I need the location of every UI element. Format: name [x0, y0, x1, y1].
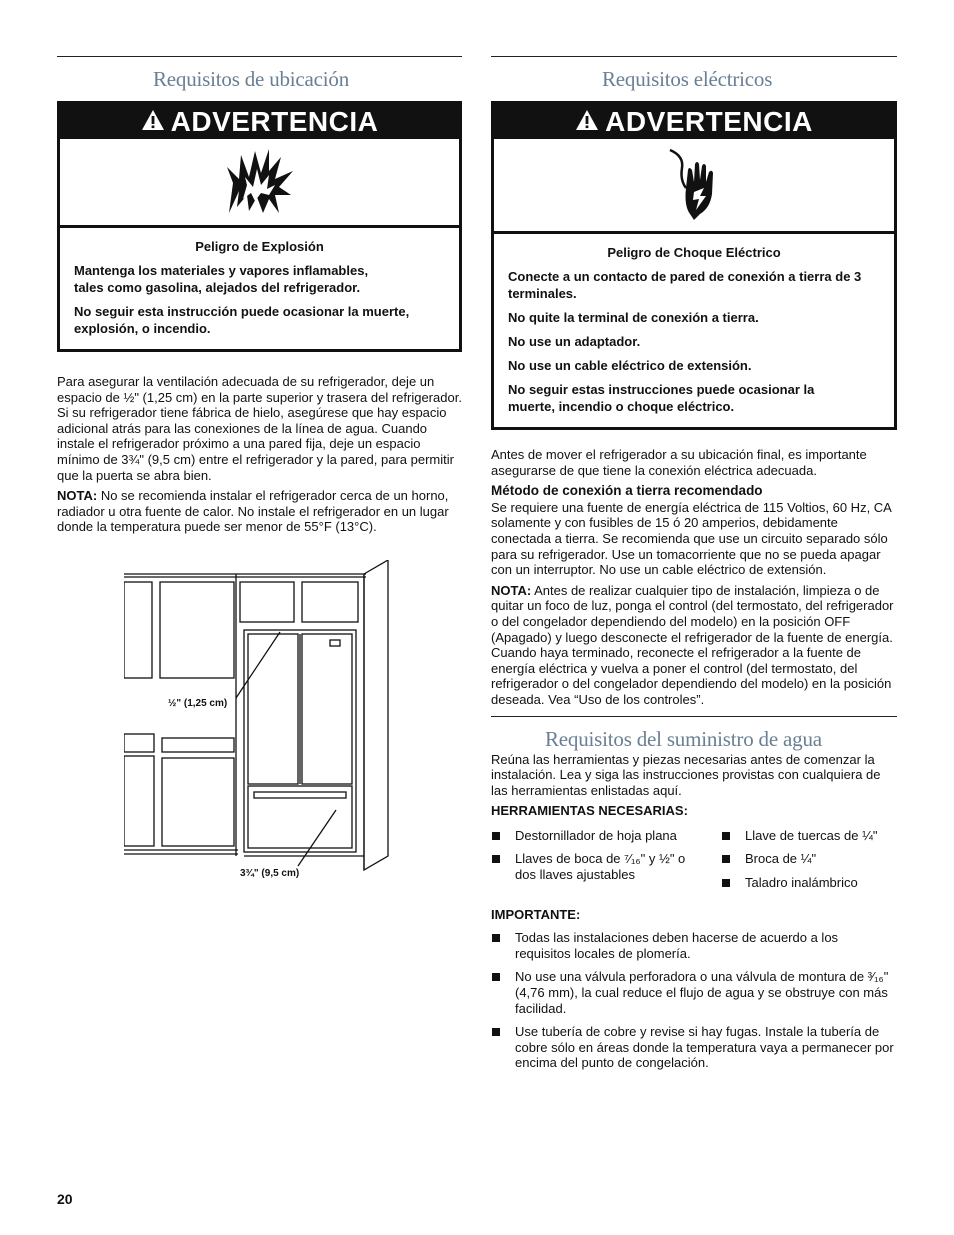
warning-body: [60, 228, 459, 349]
warning-title: Peligro de Choque Eléctrico: [607, 245, 781, 260]
location-text: [57, 374, 462, 535]
warning-header: [60, 104, 459, 139]
note-label: NOTA:: [57, 488, 98, 504]
tool-item: Llave de tuercas de ¼": [721, 828, 897, 844]
page-number: 20: [57, 1191, 73, 1207]
explosion-icon: [60, 139, 459, 228]
electrical-note: [491, 583, 897, 708]
important-heading: IMPORTANTE:: [491, 906, 581, 922]
warning-line: No seguir estas instrucciones puede ocasionar la muerte, incendio o choque eléctrico.: [508, 382, 815, 414]
warning-line: No seguir esta instrucción puede ocasionar la muerte, explosión, o incendio.: [74, 304, 410, 336]
warning-triangle-icon: [141, 104, 165, 139]
grounding-method-text: Se requiere una fuente de energía eléctrica de 115 Voltios, 60 Hz, CA solamente y con fusibles de 15 ó 20 amperios, debidamente conectada a tierra. Se recomienda que use un circuito separado sólo para su refrigerador. Use un tomacorriente que no se pueda apagar con un interruptor. No use un cable eléctrico de extensión.: [491, 499, 892, 578]
warning-line: No use un cable eléctrico de extensión.: [508, 358, 752, 373]
section-heading-location: Requisitos de ubicación: [153, 67, 350, 91]
clearance-label-top: ½" (1,25 cm): [168, 698, 228, 709]
warning-title: Peligro de Explosión: [195, 239, 324, 254]
section-heading-water: Requisitos del suministro de agua: [545, 726, 822, 751]
tools-column-2: [721, 828, 897, 899]
warning-line: Mantenga los materiales y vapores inflamables, tales como gasolina, alejados del refrigerador.: [74, 263, 369, 295]
section-divider: [491, 56, 897, 57]
tools-heading: HERRAMIENTAS NECESARIAS:: [491, 803, 688, 819]
location-note: [57, 488, 462, 535]
clearance-label-side: 3¾" (9,5 cm): [240, 868, 300, 879]
warning-header: [494, 104, 894, 139]
refrigerator-clearance-diagram: [124, 560, 394, 883]
section-heading-electrical: Requisitos eléctricos: [602, 67, 773, 91]
tools-column-1: [491, 828, 721, 899]
tool-item: Taladro inalámbrico: [721, 875, 897, 891]
warning-body: [494, 234, 894, 427]
note-text: Antes de realizar cualquier tipo de instalación, limpieza o de quitar un foco de luz, ponga el control (del termostato, del refrigerador o del congelador dependiendo del modelo) en la posición OFF (Apagado) y luego desconecte el refrigerador de la fuente de energía. Cuando haya terminado, reconecte el refrigerador a la fuente de energía eléctrica y vuelva a poner el control (del termostato, del refrigerador o del congelador dependiendo del modelo) en la posición deseada. Vea “Uso de los controles”.: [491, 582, 894, 707]
note-text: No se recomienda instalar el refrigerador cerca de un horno, radiador u otra fuente de calor. No instale el refrigerador en un lugar donde la temperatura puede ser menor de 55°F (13°C).: [57, 488, 449, 535]
water-intro: Reúna las herramientas y piezas necesarias antes de comenzar la instalación. Lea y siga las instrucciones provistas con cualquiera de las herramientas enlistadas aquí.: [491, 751, 881, 798]
important-item: Use tubería de cobre y revise si hay fugas. Instale la tubería de cobre sólo en áreas donde la temperatura vaya a permanecer por encima del punto de congelación.: [491, 1024, 897, 1071]
tool-item: Broca de ¼": [721, 851, 897, 867]
warning-header-text: ADVERTENCIA: [605, 106, 813, 137]
location-paragraph: Para asegurar la ventilación adecuada de su refrigerador, deje un espacio de ½" (1,25 cm) en la parte superior y trasera del refrigerador. Si su refrigerador tiene fábrica de hielo, asegúrese que hay espacio adicional atrás para las conexiones de la línea de agua. Cuando instale el refrigerador próximo a una pared fija, deje un espacio mínimo de 3¾" (9,5 cm) entre el refrigerador y la pared, para permitir que la puerta se abra bien.: [57, 374, 462, 483]
warning-box-explosion: [57, 101, 462, 352]
electric-shock-icon: [494, 139, 894, 234]
important-item: Todas las instalaciones deben hacerse de acuerdo a los requisitos locales de plomería.: [491, 930, 897, 961]
warning-line: Conecte a un contacto de pared de conexión a tierra de 3 terminales.: [508, 269, 862, 301]
warning-line: No use un adaptador.: [508, 334, 641, 349]
left-column: [57, 56, 462, 540]
electrical-text: [491, 447, 897, 708]
warning-triangle-icon: [575, 104, 599, 139]
tool-item: Destornillador de hoja plana: [491, 828, 721, 844]
important-list: [491, 930, 897, 1071]
tools-list: [491, 828, 897, 899]
section-divider: [491, 716, 897, 717]
warning-header-text: ADVERTENCIA: [170, 106, 379, 137]
warning-box-electric: [491, 101, 897, 430]
important-item: No use una válvula perforadora o una válvula de montura de ³⁄₁₆" (4,76 mm), la cual reduce el flujo de agua y se obstruye con más facilidad.: [491, 969, 897, 1016]
refrigerator-diagram-svg: [124, 560, 394, 880]
water-text: [491, 752, 897, 1072]
warning-line: No quite la terminal de conexión a tierra.: [508, 310, 759, 325]
electrical-intro: Antes de mover el refrigerador a su ubicación final, es importante asegurarse de que tiene la conexión eléctrica adecuada.: [491, 447, 867, 478]
right-column: [491, 56, 897, 1079]
grounding-method-heading: Método de conexión a tierra recomendado: [491, 483, 763, 499]
tool-item: Llaves de boca de ⁷⁄₁₆" y ½" o dos llaves ajustables: [491, 851, 721, 882]
section-divider: [57, 56, 462, 57]
note-label: NOTA:: [491, 582, 532, 598]
